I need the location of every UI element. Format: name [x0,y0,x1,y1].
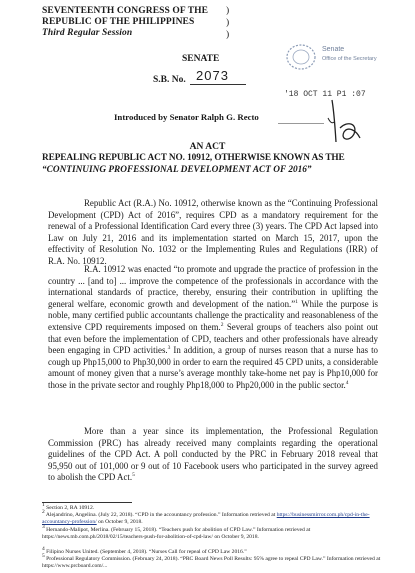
paragraph-1: Republic Act (R.A.) No. 10912, otherwise known as the “Continuing Professional Development (CPD) Act of 2016”, requires CPD as a mandatory requirement for the renewal of a Professional Identification Card every three (3) years. The CPD Act lapsed into Law on July 21, 2016 and its implementation started on March 15, 2017, upon the effectivity of Resolution No. 1032 or the Implementing Rules and Regulations (IRR) of R.A. No. 10912. [48,198,378,266]
sb-number-underline [190,84,246,85]
footnote-ref-1: 1 [295,298,298,305]
paragraph-2-part-b: While the purpose is noble, many certified public accountants challenge the practicality and reasonableness of the extensive CPD requirements imposed on them. [48,298,379,332]
footnote-2-text: Alejandrino, Angelina. (July 22, 2018). “CPD in the accountancy profession.” Information retrieved at [45,512,276,518]
stamp-office-line2: Office of the Secretary [322,56,377,62]
act-title-line1: REPEALING REPUBLIC ACT NO. 10912, OTHERWISE KNOWN AS THE [42,153,345,163]
paren-3: ) [226,30,230,40]
footnote-ref-5: 5 [132,472,135,479]
stamp-office-line1: Senate [322,46,345,53]
footnote-4-num: 4 [42,546,45,553]
senate-seal-stamp [284,42,318,72]
introduced-underline [278,123,324,124]
footnote-4-text: Filipino Nurses United. (September 4, 2018). “Nurses Call for repeal of CPD Law 2016.” [46,549,247,555]
act-title-line2: “CONTINUING PROFESSIONAL DEVELOPMENT ACT OF 2016” [42,165,312,175]
session-line: Third Regular Session [42,28,133,38]
footnote-2-link[interactable]: https://businessmirror.com.ph/cpd-in-the-accountancy-profession/ [42,512,370,526]
footnote-ref-3: 3 [167,345,171,352]
footnote-3-num: 3 [42,524,45,531]
sb-number: 2073 [196,68,229,83]
footnote-ref-2: 2 [220,322,224,328]
paragraph-2 [48,264,378,392]
introduced-by: Introduced by Senator Ralph G. Recto [114,112,259,122]
footnote-2-after: on October 9, 2018. [96,519,143,526]
footnote-1-num: 1 [42,502,45,509]
sb-label: S.B. No. [153,75,186,85]
paragraph-2-part-c: Several groups of teachers also point out that even before the implementation of CPD, teachers and other professionals have already been engaging in CPD activities. [48,321,378,356]
footnote-5 [42,553,382,571]
senate-label: SENATE [182,54,220,64]
paren-2: ) [226,18,230,28]
handwritten-signature [326,98,366,148]
footnote-2 [42,509,382,527]
act-heading: AN ACT [189,142,226,152]
footnote-3 [42,524,382,542]
footnote-2-num: 2 [42,509,45,516]
paragraph-3-text: More than a year since its implementation, the Professional Regulation Commission (PRC) has already received many complaints regarding the operational guidelines of the CPD Act. A poll conducted by the PRC in February 2018 reveal that 95,950 out of 101,000 or 9 out of 10 Facebook users who participated in the survey agreed to abolish the CPD Act. [48,426,378,483]
paren-1: ) [226,6,230,16]
received-timestamp: '18 OCT 11 P1 :07 [284,90,366,99]
footnote-5-text: Professional Regulatory Commission. (February 24, 2018). “PRC Board News Poll Results: 95% agree to repeal CPD Law.” Information retrieved at https://www.prcboard.com/... [42,556,381,570]
footnote-1-text: Section 2, RA 10912. [46,505,95,511]
footnote-ref-4: 4 [345,379,349,386]
footnote-5-num: 5 [42,553,45,560]
paragraph-2-part-a: R.A. 10912 was enacted “to promote and upgrade the practice of profession in the country ... [and to] ... improve the competence of the professionals in accordance with the international standards of practice, thereby, ensuring their contribution in uplifting the general welfare, economic growth and development of the nation.” [48,264,378,309]
paragraph-3 [48,426,378,484]
republic-line: REPUBLIC OF THE PHILIPPINES [42,17,195,27]
congress-line: SEVENTEENTH CONGRESS OF THE [42,6,209,16]
paragraph-2-part-d: In addition, a group of nurses reason that a nurse has to cough up Php15,000 to Php30,000 in order to earn the required 45 CPD units, a considerable amount of money given that a nurse’s average monthly take-home net pay is Php10,000 for those in the private sector and roughly Php18,000 to Php20,000 in the public sector. [48,345,378,390]
footnote-3-text: Hernando-Malipot, Merlina. (February 15, 2018). “Teachers push for abolition of CPD Law.” Information retrieved at https://news.mb.com.ph/2018/02/15/teachers-push-for-abolition-of-cpd-law/ on October 9, 2018. [42,527,311,541]
footnote-separator [42,502,132,503]
